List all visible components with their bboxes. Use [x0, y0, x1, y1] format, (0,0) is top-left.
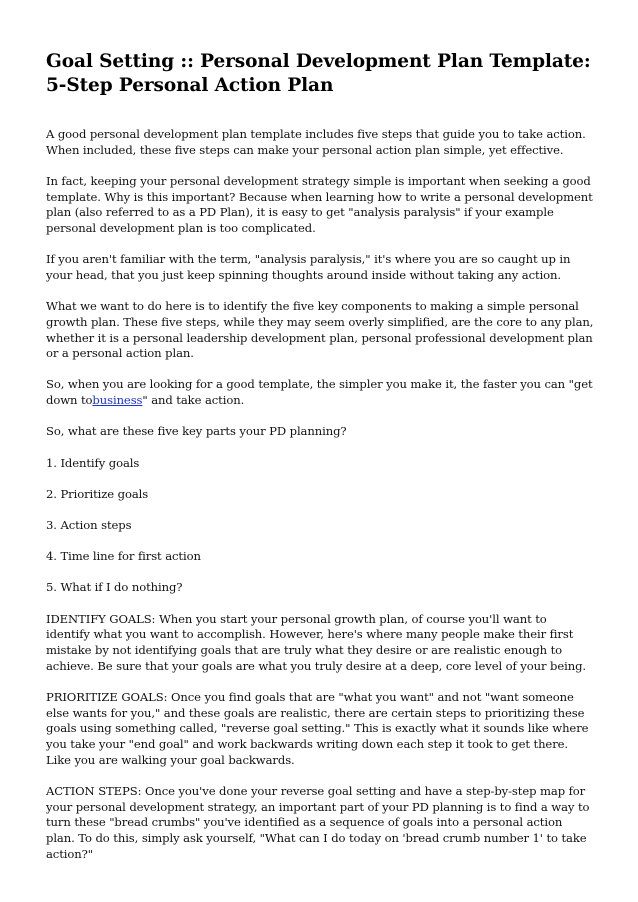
step-item-prioritize-goals: 2. Prioritize goals	[46, 486, 149, 501]
paragraph-key-components: What we want to do here is to identify the five key components to making a simple personal growth plan. These five steps, while they may seem overly simplified, are the core to any plan, whether it is a personal leadership development plan, personal professional development plan or a personal action plan.	[46, 299, 594, 361]
step-item-do-nothing: 5. What if I do nothing?	[46, 580, 183, 595]
page-title: Goal Setting :: Personal Development Plan Template: 5-Step Personal Action Plan	[46, 51, 591, 96]
paragraph-prioritize-goals: PRIORITIZE GOALS: Once you find goals that are "what you want" and not "want someone else wants for you," and these goals are realistic, there are certain steps to prioritizing these goals using something called, "reverse goal setting." This is exactly what it sounds like where you take your "end goal" and work backwards writing down each step it took to get there. Like you are walking your goal backwards.	[46, 689, 589, 767]
business-link[interactable]: business	[92, 393, 143, 408]
paragraph-question: So, what are these five key parts your PD planning?	[46, 424, 347, 439]
step-item-identify-goals: 1. Identify goals	[46, 455, 140, 470]
link-paragraph-before: So, when you are looking for a good template, the simpler you make it, the faster you can "get down to	[46, 377, 593, 408]
paragraph-action-steps: ACTION STEPS: Once you've done your reverse goal setting and have a step-by-step map for your personal development strategy, an important part of your PD planning is to find a way to turn these "bread crumbs" you've identified as a sequence of goals into a personal action plan. To do this, simply ask yourself, "What can I do today on 'bread crumb number 1' to take action?"	[46, 783, 590, 861]
step-item-action-steps: 3. Action steps	[46, 517, 132, 532]
paragraph-identify-goals: IDENTIFY GOALS: When you start your personal growth plan, of course you'll want to identify what you want to accomplish. However, here's where many people make their first mistake by not identifying goals that are truly what they desire or are realistic enough to achieve. Be sure that your goals are what you truly desire at a deep, core level of your being.	[46, 611, 586, 673]
step-item-time-line: 4. Time line for first action	[46, 549, 201, 564]
document-page	[46, 50, 594, 878]
paragraph-template-link	[46, 377, 594, 408]
paragraph-intro: A good personal development plan template includes five steps that guide you to take action. When included, these five steps can make your personal action plan simple, yet effective.	[46, 127, 586, 157]
paragraph-simplicity: In fact, keeping your personal development strategy simple is important when seeking a good template. Why is this important? Because when learning how to write a personal development plan (also referred to as a PD Plan), it is easy to get "analysis paralysis" if your example personal development plan is too complicated.	[46, 173, 593, 236]
link-paragraph-after: " and take action.	[142, 393, 245, 408]
paragraph-analysis-paralysis: If you aren't familiar with the term, "analysis paralysis," it's where you are so caught up in your head, that you just keep spinning thoughts around inside without taking any action.	[46, 252, 571, 282]
